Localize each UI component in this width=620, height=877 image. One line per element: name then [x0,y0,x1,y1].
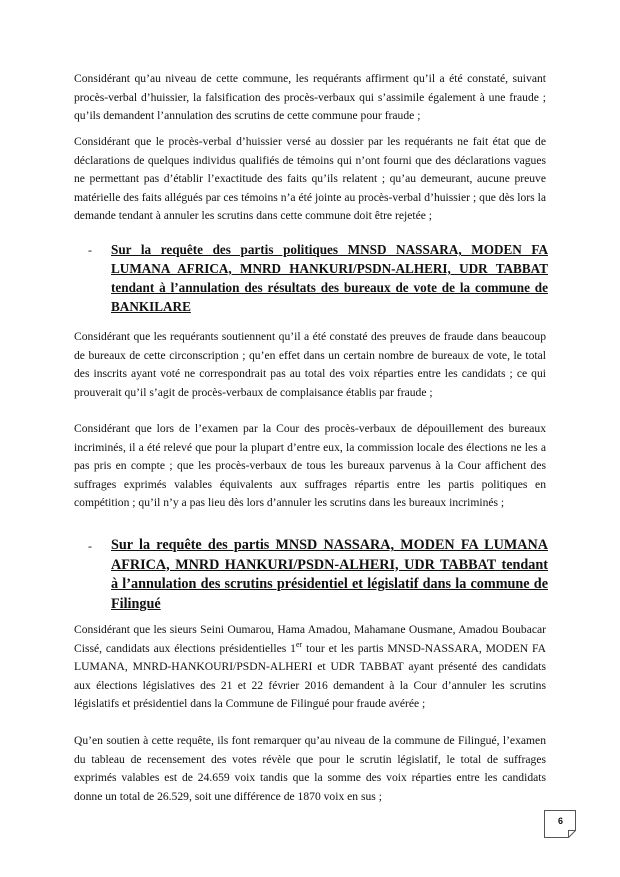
paragraph-court-examination: Considérant que lors de l’examen par la Cour des procès-verbaux de dépouillement des bureaux incriminés, il a été relevé que pour la plupart d’entre eux, la commission locale des élections ne les a pas pris en compte ; que les procès-verbaux de tous les bureaux parvenus à la Cour affichent des suffrages exprimés valables équivalents aux suffrages répartis entre les partis politiques en compétition ; qu’il n’y a pas lieu dès lors d’annuler les scrutins dans les bureaux incriminés ; [74,422,546,509]
paragraph-fraud-claim: Considérant qu’au niveau de cette commune, les requérants affirment qu’il a été constaté, suivant procès-verbal d’huissier, la falsification des procès-verbaux qui s’assimile également à une fraude ; qu’ils demandent l’annulation des scrutins de cette commune pour fraude ; [74,72,546,122]
section-heading-filingue [88,536,548,614]
text-fragment: tour et les partis MNSD-NASSARA, MODEN FA LUMANA, MNRD-HANKOURI/PSDN-ALHERI et UDR TABBAT ayant présenté des candidats aux élections législatives des 21 et 22 février 2016 demandent à la Cour d’annuler les scrutins législatifs et présidentiel dans la Commune de Filingué pour fraude avérée ; [74,641,546,710]
paragraph-filingue-tally: Qu’en soutien à cette requête, ils font remarquer qu’au niveau de la commune de Filingué, l’examen du tableau de recensement des votes révèle que pour le scrutin législatif, le total de suffrages exprimés valables est de 24.659 voix tandis que la somme des voix réparties entre les candidats donne un total de 26.529, soit une différence de 1870 voix en sus ; [74,734,546,803]
paragraph-candidates-request [74,621,546,714]
page-number-box [544,810,576,838]
paragraph-fraud-evidence: Considérant que les requérants soutiennent qu’il a été constaté des preuves de fraude dans beaucoup de bureaux de cette circonscription ; qu’en effet dans un certain nombre de bureaux de vote, le total des inscrits ayant voté ne correspondrait pas au total des voix réparties entre les candidats ; ce qui prouverait qu’il s’agit de procès-verbaux de complaisance établis par fraude ; [74,330,546,399]
paragraph-bailiff-report: Considérant que le procès-verbal d’huissier versé au dossier par les requérants ne fait état que de déclarations de quelques individus qualifiés de témoins qui n’ont fourni que des déclarations vagues ne permettant pas d’établir l’exactitude des faits qu’ils relatent ; qu’au demeurant, aucune preuve matérielle des faits allégués par ces témoins n’a été jointe au procès-verbal d’huissier ; que dès lors la demande tendant à annuler les scrutins dans cette commune doit être rejetée ; [74,135,546,222]
section-heading-bankilare [88,240,548,316]
heading-text: Sur la requête des partis politiques MNSD NASSARA, MODEN FA LUMANA AFRICA, MNRD HANKURI/PSDN-ALHERI, UDR TABBAT tendant à l’annulation des résultats des bureaux de vote de la commune de BANKILARE [111,242,548,314]
heading-text: Sur la requête des partis MNSD NASSARA, MODEN FA LUMANA AFRICA, MNRD HANKURI/PSDN-ALHERI, UDR TABBAT tendant à l’annulation des scrutins présidentiel et législatif dans la commune de Filingué [111,537,548,612]
heading-bullet: - [88,243,92,257]
page-number: 6 [558,816,564,826]
heading-bullet: - [88,539,92,553]
superscript-er: er [295,639,303,649]
text-fragment: Considérant que les sieurs Seini Oumarou, Hama Amadou, Mahamane Ousmane, Amadou Boubacar Cissé, candidats aux élections présidentielles 1 [74,623,546,655]
